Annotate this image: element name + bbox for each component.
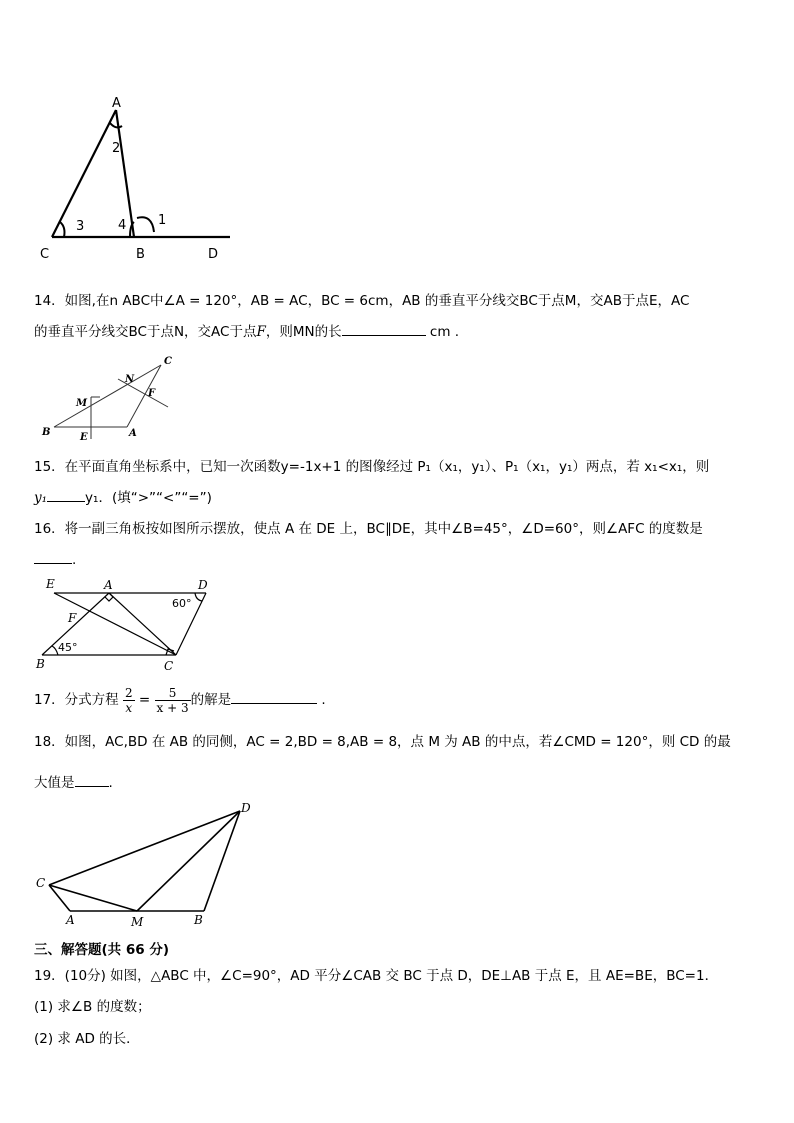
q14-unit: cm . bbox=[429, 324, 460, 340]
q17-post: 的解是 bbox=[190, 692, 232, 708]
q19-part1: (1) 求∠B 的度数； bbox=[34, 999, 151, 1015]
label-E: E bbox=[46, 577, 55, 591]
label-C: C bbox=[164, 356, 172, 367]
q16-line1: 16．将一副三角板按如图所示摆放，使点 A 在 DE 上，BC∥DE，其中∠B=45°，∠D=60°，则∠AFC 的度数是 bbox=[34, 521, 703, 537]
label-A: A bbox=[66, 913, 75, 927]
q18-line1: 18．如图，AC,BD 在 AB 的同侧，AC = 2,BD = 8,AB = 8，点 M 为 AB 的中点，若∠CMD = 120°，则 CD 的最 bbox=[34, 734, 731, 750]
q17-end: . bbox=[321, 692, 326, 708]
q17-equals: = bbox=[138, 692, 151, 708]
figure-q16 bbox=[32, 576, 222, 676]
q14-line2 bbox=[34, 321, 459, 342]
q14-answer-blank[interactable] bbox=[342, 321, 426, 336]
figure-q13 bbox=[30, 92, 240, 267]
q19-part2: (2) 求 AD 的长． bbox=[34, 1031, 140, 1047]
q19-line1: 19．(10分) 如图，△ABC 中，∠C=90°，AD 平分∠CAB 交 BC 于点 D，DE⊥AB 于点 E，且 AE=BE，BC=1． bbox=[34, 968, 719, 984]
figure-q14 bbox=[38, 352, 178, 444]
label-B: B bbox=[36, 657, 45, 671]
label-F: F bbox=[148, 388, 156, 399]
label-C: C bbox=[40, 247, 50, 262]
q18-line2 bbox=[34, 772, 113, 793]
section-heading: 三、解答题(共 66 分) bbox=[34, 942, 170, 958]
figure-q18 bbox=[30, 798, 260, 930]
q18-end: . bbox=[108, 775, 113, 791]
angle-3: 3 bbox=[76, 219, 85, 234]
q14-point-F: F bbox=[256, 324, 266, 340]
label-D: D bbox=[208, 247, 219, 262]
q15-line1: 15．在平面直角坐标系中，已知一次函数y=-1x+1 的图像经过 P₁（x₁，y₁）、P₁（x₁，y₁）两点，若 x₁<x₁，则 bbox=[34, 459, 710, 475]
label-B: B bbox=[194, 913, 203, 927]
label-D: D bbox=[198, 578, 208, 592]
q18-answer-blank[interactable] bbox=[75, 772, 109, 787]
label-E: E bbox=[80, 432, 88, 443]
label-D: D bbox=[241, 801, 251, 815]
q15-y1-left: y₁ bbox=[34, 490, 48, 506]
q17-fraction-left: $\frac{2}{x}$ bbox=[124, 685, 133, 715]
label-A: A bbox=[129, 428, 137, 439]
angle-60: 60° bbox=[172, 597, 192, 610]
q16-end: . bbox=[72, 552, 77, 568]
label-B: B bbox=[136, 247, 145, 262]
angle-2: 2 bbox=[112, 141, 121, 156]
angle-1: 1 bbox=[158, 213, 167, 228]
label-A: A bbox=[104, 578, 113, 592]
q16-answer-blank[interactable] bbox=[34, 549, 72, 564]
label-M: M bbox=[76, 398, 88, 409]
label-C: C bbox=[164, 659, 174, 673]
q18-line2-text: 大值是 bbox=[34, 775, 75, 791]
q15-y1-right: y₁．(填“>”“<”“=”) bbox=[85, 490, 212, 506]
q14-line2-pre: 的垂直平分线交BC于点N，交AC于点 bbox=[34, 324, 257, 340]
label-C: C bbox=[36, 876, 46, 890]
label-M: M bbox=[131, 915, 144, 929]
q17-answer-blank[interactable] bbox=[231, 689, 317, 704]
label-B: B bbox=[42, 427, 51, 438]
angle-45: 45° bbox=[58, 641, 78, 654]
q14-line1: 14．如图,在n ABC中∠A = 120°，AB = AC，BC = 6cm，AB 的垂直平分线交BC于点M，交AB于点E，AC bbox=[34, 293, 690, 309]
label-A: A bbox=[112, 96, 121, 111]
q14-line2-mid: ，则MN的长 bbox=[265, 324, 342, 340]
q17-fraction-right: $\frac{5}{x + 3}$ bbox=[156, 685, 189, 715]
q15-line2 bbox=[34, 487, 212, 508]
label-F: F bbox=[68, 611, 77, 625]
q17-line bbox=[34, 683, 326, 717]
angle-4: 4 bbox=[118, 218, 127, 233]
q16-line2 bbox=[34, 549, 76, 570]
q17-pre: 17．分式方程 bbox=[34, 692, 119, 708]
q15-answer-blank[interactable] bbox=[47, 487, 85, 502]
label-N: N bbox=[125, 374, 135, 385]
